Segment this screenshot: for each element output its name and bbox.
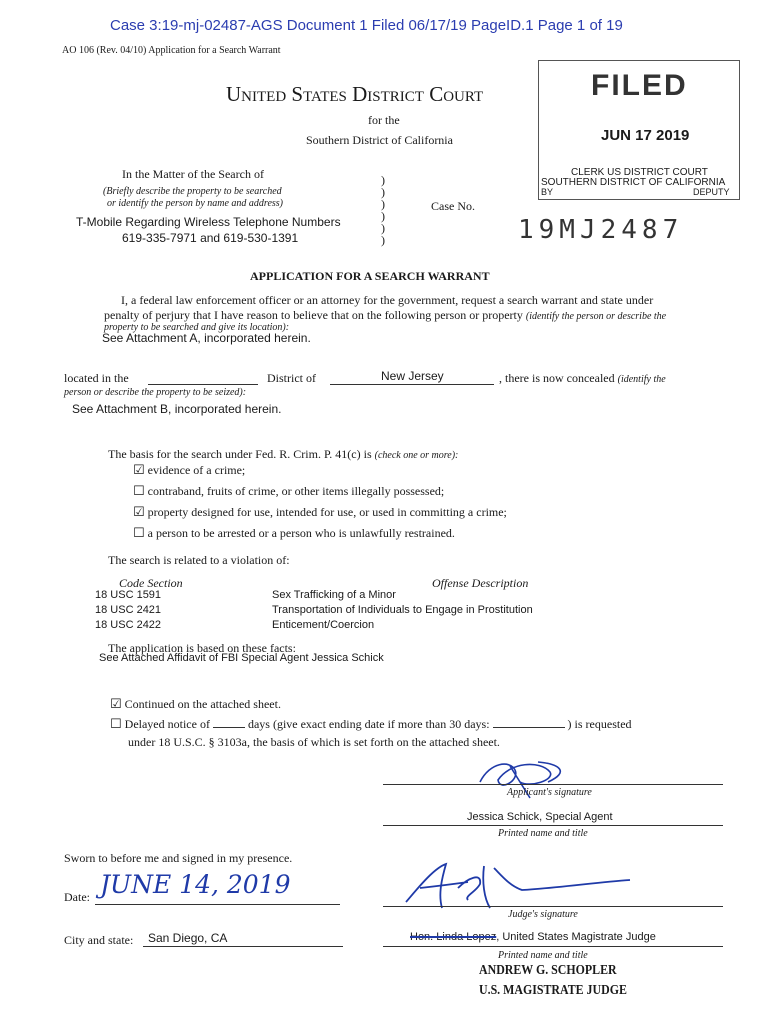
contraband-checkbox[interactable]: ☐ — [133, 484, 145, 499]
offense-2422: Enticement/Coercion — [272, 619, 375, 631]
district-name: Southern District of California — [306, 133, 453, 147]
city-label: City and state: — [64, 933, 134, 947]
judge-signature-label: Judge's signature — [508, 909, 578, 920]
date-value: JUNE 14, 2019 — [100, 870, 291, 899]
filed-stamp — [538, 60, 740, 200]
continued-row — [110, 697, 281, 712]
matter-heading: In the Matter of the Search of — [122, 167, 264, 181]
bracket-paren: ) — [381, 197, 385, 211]
applicant-signature-line — [383, 784, 723, 785]
stamp-clerk: CLERK US DISTRICT COURT — [571, 167, 708, 178]
offense-header: Offense Description — [432, 576, 529, 590]
applicant-name: Jessica Schick, Special Agent — [467, 811, 613, 823]
concealed-instr: (identify the — [617, 374, 666, 385]
end-date-blank — [493, 727, 565, 728]
form-id: AO 106 (Rev. 04/10) Application for a Search Warrant — [62, 45, 281, 56]
basis-item-evidence — [133, 463, 245, 478]
district-blank — [148, 384, 258, 385]
judge-struck-name: Hon. Linda Lopez — [410, 931, 497, 943]
basis-text: The basis for the search under Fed. R. Crim. P. 41(c) is — [108, 447, 372, 461]
concealed-text: , there is now concealed — [499, 371, 615, 385]
filed-date: JUN 17 2019 — [601, 127, 690, 144]
code-2421: 18 USC 2421 — [95, 604, 162, 616]
matter-line-2: 619-335-7971 and 619-530-1391 — [122, 231, 299, 245]
para1-line2-text: penalty of perjury that I have reason to believe that on the following person or property — [104, 308, 523, 322]
judge-name-label: Printed name and title — [498, 950, 588, 961]
basis-item-label: evidence of a crime; — [147, 463, 246, 477]
applicant-signature-label: Applicant's signature — [507, 787, 592, 798]
continued-checkbox[interactable]: ☑ — [110, 697, 122, 712]
continued-label: Continued on the attached sheet. — [124, 697, 281, 711]
state-blank — [330, 384, 494, 385]
basis-item-label: contraband, fruits of crime, or other items illegally possessed; — [147, 484, 445, 498]
property-checkbox[interactable]: ☑ — [133, 505, 145, 520]
basis-item-label: property designed for use, intended for use, or used in committing a crime; — [147, 505, 507, 519]
facts-affidavit: See Attached Affidavit of FBI Special Agent Jessica Schick — [99, 652, 384, 664]
delayed-checkbox[interactable]: ☐ — [110, 717, 122, 732]
case-header: Case 3:19-mj-02487-AGS Document 1 Filed 06/17/19 PageID.1 Page 1 of 19 — [110, 17, 623, 34]
basis-item-person — [133, 526, 455, 541]
bracket-paren: ) — [381, 221, 385, 235]
stamp-by: BY — [541, 187, 554, 197]
facts-intro: The application is based on these facts: — [108, 641, 296, 655]
bracket-paren: ) — [381, 209, 385, 223]
judge-stamp-title: U.S. MAGISTRATE JUDGE — [479, 983, 627, 998]
judge-stamp-name: ANDREW G. SCHOPLER — [479, 963, 617, 978]
para1-line2-instr: (identify the person or describe the — [525, 311, 667, 322]
judge-printed-name — [410, 931, 656, 943]
city-line — [143, 946, 343, 947]
delayed-a: Delayed notice of — [124, 717, 210, 731]
judge-signature-line — [383, 906, 723, 907]
date-label: Date: — [64, 890, 90, 904]
offense-1591: Sex Trafficking of a Minor — [272, 589, 396, 601]
code-2422: 18 USC 2422 — [95, 619, 162, 631]
stamp-district: SOUTHERN DISTRICT OF CALIFORNIA — [541, 177, 726, 188]
court-title: United States District Court — [226, 82, 484, 106]
evidence-checkbox[interactable]: ☑ — [133, 463, 145, 478]
city-value: San Diego, CA — [148, 931, 228, 945]
filed-label: FILED — [591, 69, 688, 102]
delayed-row — [110, 717, 632, 732]
concealed — [499, 371, 666, 386]
basis-item-label: a person to be arrested or a person who is unlawfully restrained. — [147, 526, 455, 540]
code-section-header: Code Section — [119, 576, 183, 590]
judge-name-line — [383, 946, 723, 947]
stamp-deputy: DEPUTY — [693, 187, 730, 197]
delayed-line2: under 18 U.S.C. § 3103a, the basis of which is set forth on the attached sheet. — [128, 735, 500, 749]
document-title: APPLICATION FOR A SEARCH WARRANT — [250, 269, 490, 283]
bracket-paren: ) — [381, 173, 385, 187]
applicant-name-line — [383, 825, 723, 826]
bracket-paren: ) — [381, 185, 385, 199]
applicant-name-label: Printed name and title — [498, 828, 588, 839]
case-number-label: Case No. — [431, 199, 475, 213]
matter-brackets — [381, 174, 385, 246]
bracket-paren: ) — [381, 233, 385, 247]
case-number: 19MJ2487 — [518, 215, 684, 245]
date-line — [95, 904, 340, 905]
days-blank — [213, 727, 245, 728]
matter-instruction-2: or identify the person by name and address) — [107, 198, 283, 209]
basis-intro — [108, 447, 458, 462]
offense-2421: Transportation of Individuals to Engage in Prostitution — [272, 604, 533, 616]
delayed-b: days (give exact ending date if more than 30 days: — [247, 717, 490, 731]
basis-item-property — [133, 505, 507, 520]
matter-line-1: T-Mobile Regarding Wireless Telephone Numbers — [76, 215, 341, 229]
basis-item-contraband — [133, 484, 444, 499]
basis-instr: (check one or more): — [374, 450, 459, 461]
district-of: District of — [267, 371, 316, 385]
attachment-a: See Attachment A, incorporated herein. — [102, 331, 311, 345]
code-1591: 18 USC 1591 — [95, 589, 162, 601]
violation-intro: The search is related to a violation of: — [108, 553, 290, 567]
attachment-b: See Attachment B, incorporated herein. — [72, 402, 282, 416]
para2-line2: person or describe the property to be seized): — [64, 387, 247, 398]
sworn-statement: Sworn to before me and signed in my presence. — [64, 851, 293, 865]
located-in: located in the — [64, 371, 129, 385]
para1-line2 — [104, 308, 666, 323]
para1-line1: I, a federal law enforcement officer or an attorney for the government, request a search warrant and state under — [121, 293, 654, 307]
delayed-c: ) is requested — [567, 717, 632, 731]
judge-title: , United States Magistrate Judge — [496, 931, 656, 943]
person-checkbox[interactable]: ☐ — [133, 526, 145, 541]
matter-instruction-1: (Briefly describe the property to be searched — [103, 186, 282, 197]
para1-line3: property to be searched and give its location): — [104, 322, 290, 333]
for-the: for the — [368, 113, 400, 127]
state-value: New Jersey — [381, 369, 444, 383]
